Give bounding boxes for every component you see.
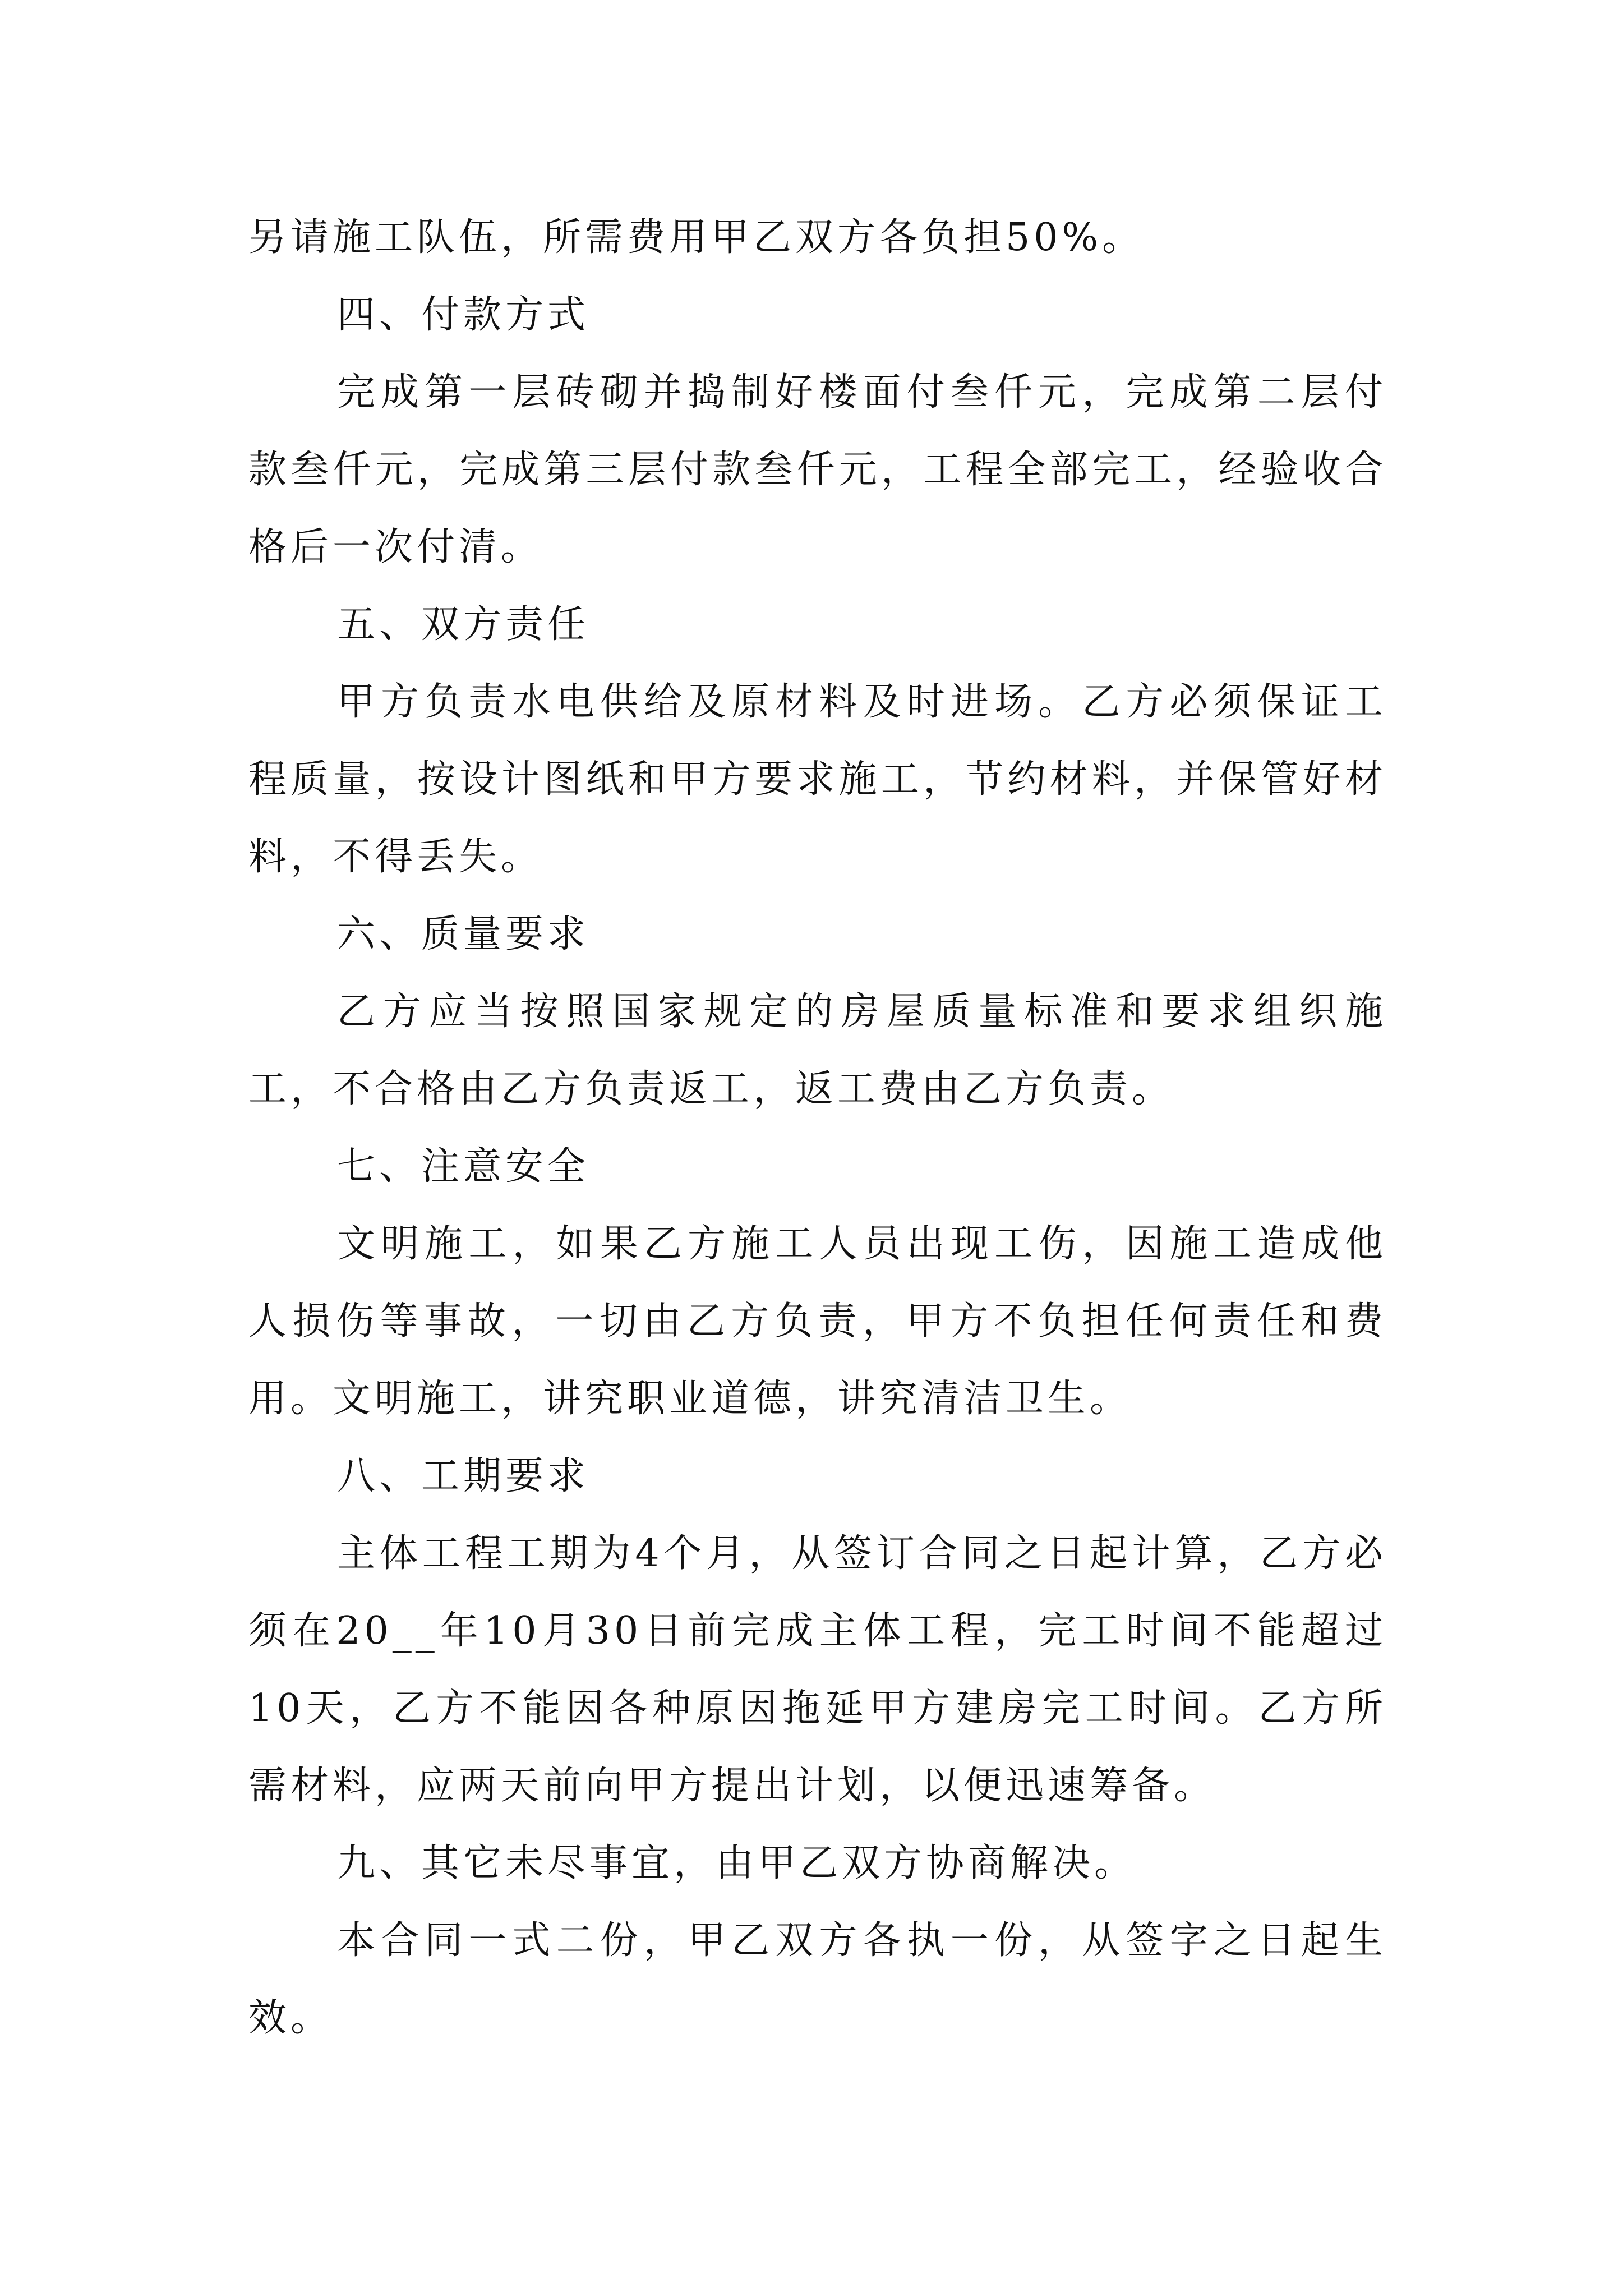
section-heading-quality: 六、质量要求 <box>337 912 590 956</box>
section-heading-responsibilities: 五、双方责任 <box>337 602 590 647</box>
paragraph-continuation: 另请施工队伍，所需费用甲乙双方各负担50%。 <box>248 215 1145 260</box>
paragraph-safety: 文明施工，如果乙方施工人员出现工伤，因施工造成他人损伤等事故，一切由乙方负责，甲方不负担任何责任和费用。文明施工，讲究职业道德，讲究清洁卫生。 <box>248 1222 1387 1421</box>
paragraph-copies-effective: 本合同一式二份，甲乙双方各执一份，从签字之日起生效。 <box>248 1918 1387 2040</box>
section-heading-payment: 四、付款方式 <box>337 293 590 337</box>
contract-body <box>248 199 1387 2057</box>
section-heading-other-matters: 九、其它未尽事宜，由甲乙双方协商解决。 <box>337 1841 1137 1885</box>
paragraph-payment: 完成第一层砖砌并捣制好楼面付叁仟元，完成第二层付款叁仟元，完成第三层付款叁仟元，工程全部完工，经验收合格后一次付清。 <box>248 370 1387 569</box>
paragraph-quality: 乙方应当按照国家规定的房屋质量标准和要求组织施工，不合格由乙方负责返工，返工费由乙方负责。 <box>248 990 1387 1111</box>
section-heading-schedule: 八、工期要求 <box>337 1454 590 1498</box>
paragraph-schedule: 主体工程工期为4个月，从签订合同之日起计算，乙方必须在20__年10月30日前完成主体工程，完工时间不能超过10天，乙方不能因各种原因拖延甲方建房完工时间。乙方所需材料，应两天前向甲方提出计划，以便迅速筹备。 <box>248 1531 1387 1808</box>
section-heading-safety: 七、注意安全 <box>337 1144 590 1189</box>
paragraph-responsibilities: 甲方负责水电供给及原材料及时进场。乙方必须保证工程质量，按设计图纸和甲方要求施工，节约材料，并保管好材料，不得丢失。 <box>248 680 1387 879</box>
